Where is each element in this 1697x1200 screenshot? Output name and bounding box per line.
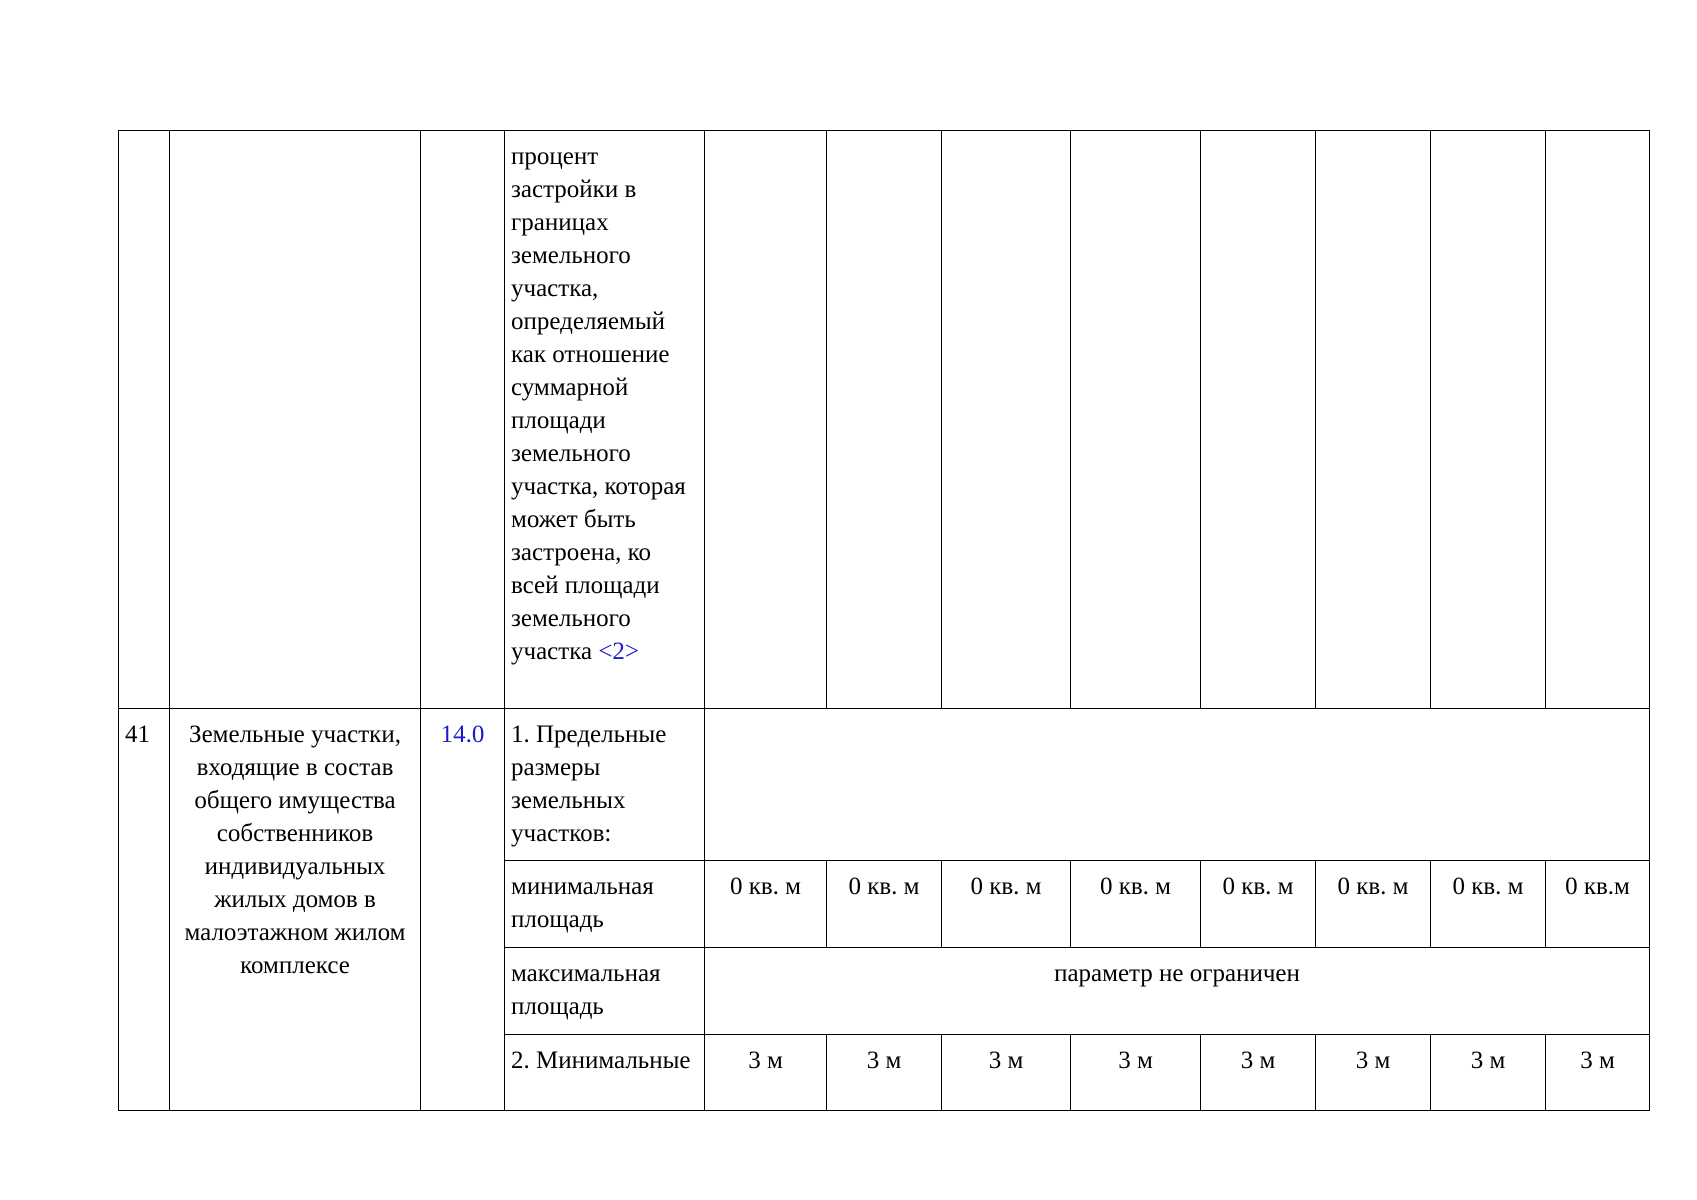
parameter-header: 1. Предельные размеры земельных участков: <box>505 709 705 861</box>
value-cell-empty <box>1071 131 1201 709</box>
continuation-row <box>119 131 1650 709</box>
min-area-value: 0 кв. м <box>827 861 942 948</box>
min-area-value: 0 кв. м <box>942 861 1071 948</box>
value-cell-empty <box>1546 131 1650 709</box>
min-setback-value: 3 м <box>1201 1035 1316 1111</box>
land-use-name: Земельные участки, входящие в состав общего имущества собственников индивидуальных жилых домов в малоэтажном жилом комплексе <box>170 709 421 1111</box>
min-area-value: 0 кв. м <box>1316 861 1431 948</box>
value-cell-empty <box>827 131 942 709</box>
parameter-description-text: процент застройки в границах земельного участка, определяемый как отношение суммарной площади земельного участка, которая может быть застроена, ко всей площади земельного участка <box>511 143 686 665</box>
min-setback-value: 3 м <box>827 1035 942 1111</box>
min-area-value: 0 кв. м <box>1201 861 1316 948</box>
value-cell-empty <box>705 131 827 709</box>
max-area-value: параметр не ограничен <box>705 948 1650 1035</box>
parameter-description-cell <box>505 131 705 709</box>
min-setback-value: 3 м <box>1546 1035 1650 1111</box>
value-cell-empty <box>942 131 1071 709</box>
number-cell-empty <box>119 131 170 709</box>
min-setback-value: 3 м <box>1431 1035 1546 1111</box>
min-setback-value: 3 м <box>942 1035 1071 1111</box>
min-setback-value: 3 м <box>1316 1035 1431 1111</box>
min-area-value: 0 кв.м <box>1546 861 1650 948</box>
min-area-value: 0 кв. м <box>1071 861 1201 948</box>
min-area-value: 0 кв. м <box>1431 861 1546 948</box>
row-41-header <box>119 709 1650 861</box>
max-area-label: максимальная площадь <box>505 948 705 1035</box>
value-cell-empty <box>1431 131 1546 709</box>
min-setback-value: 3 м <box>705 1035 827 1111</box>
min-setback-value: 3 м <box>1071 1035 1201 1111</box>
min-setback-label: 2. Минимальные <box>505 1035 705 1111</box>
min-area-value: 0 кв. м <box>705 861 827 948</box>
name-cell-empty <box>170 131 421 709</box>
min-area-label: минимальная площадь <box>505 861 705 948</box>
land-use-code-link[interactable]: 14.0 <box>421 709 505 1111</box>
value-cell-empty <box>1316 131 1431 709</box>
row-number: 41 <box>119 709 170 1111</box>
parameter-header-values-empty <box>705 709 1650 861</box>
code-cell-empty <box>421 131 505 709</box>
footnote-link-2[interactable]: <2> <box>598 638 640 665</box>
zoning-parameters-table <box>118 130 1650 1111</box>
value-cell-empty <box>1201 131 1316 709</box>
